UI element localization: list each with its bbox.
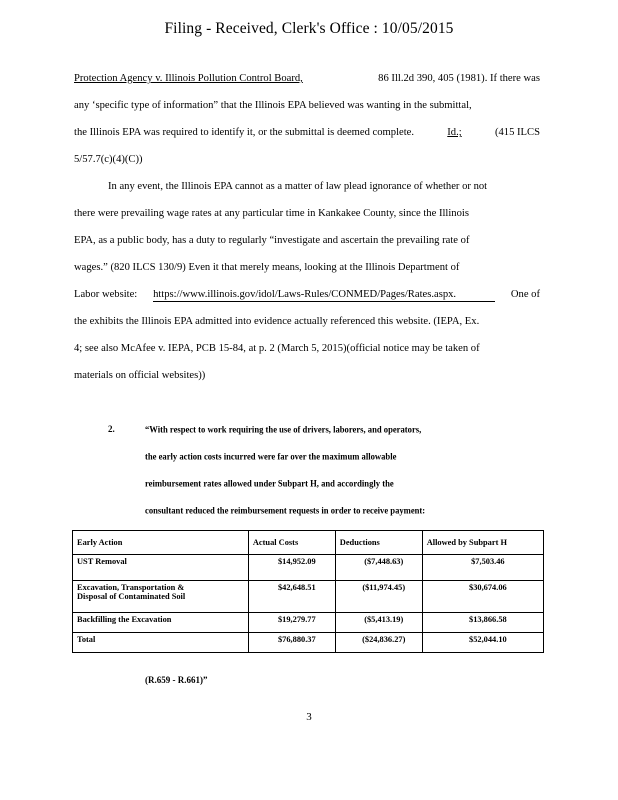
actual-cost-cell: $19,279.77 bbox=[248, 613, 335, 633]
col-header-actual-costs: Actual Costs bbox=[248, 531, 335, 555]
para1-line3 bbox=[74, 127, 540, 138]
para2-line4: wages.” (820 ILCS 130/9) Even it that merely means, looking at the Illinois Department of bbox=[74, 262, 460, 273]
row-label: Backfilling the Excavation bbox=[73, 613, 249, 633]
col-header-early-action: Early Action bbox=[73, 531, 249, 555]
allowed-cell: $52,044.10 bbox=[422, 633, 543, 653]
page-number: 3 bbox=[306, 711, 312, 723]
allowed-cell: $7,503.46 bbox=[422, 555, 543, 581]
para2-line7: 4; see also McAfee v. IEPA, PCB 15-84, at p. 2 (March 5, 2015)(official notice may be taken of bbox=[74, 343, 480, 354]
allowed-cell: $13,866.58 bbox=[422, 613, 543, 633]
row-label: UST Removal bbox=[73, 555, 249, 581]
table-row bbox=[73, 555, 544, 581]
idol-rates-link[interactable]: https://www.illinois.gov/idol/Laws-Rules/CONMED/Pages/Rates.aspx. bbox=[153, 289, 495, 302]
item-line4: consultant reduced the reimbursement requests in order to receive payment: bbox=[145, 504, 426, 516]
para1-line3-text: the Illinois EPA was required to identify it, or the submittal is deemed complete. bbox=[74, 127, 415, 138]
para2-line5 bbox=[74, 289, 540, 302]
case-citation-rest: 86 Ill.2d 390, 405 (1981). If there was bbox=[378, 73, 540, 84]
para2-line5-post: One of bbox=[510, 289, 540, 300]
deduction-cell: ($5,413.19) bbox=[335, 613, 422, 633]
id-citation: Id.; bbox=[447, 127, 462, 138]
actual-cost-cell: $76,880.37 bbox=[248, 633, 335, 653]
table-row bbox=[73, 613, 544, 633]
table-header-row bbox=[73, 531, 544, 555]
para2-line2: there were prevailing wage rates at any particular time in Kankakee County, since the Illinois bbox=[74, 208, 469, 219]
row-label: Total bbox=[73, 633, 249, 653]
row-label-line2: Disposal of Contaminated Soil bbox=[77, 592, 186, 601]
para2-line8: materials on official websites)) bbox=[74, 370, 206, 381]
labor-website-label: Labor website: bbox=[74, 289, 138, 300]
para1-line4: 5/57.7(c)(4)(C)) bbox=[74, 154, 143, 165]
filing-header: Filing - Received, Clerk's Office : 10/05/2015 bbox=[164, 20, 454, 37]
para1-line2: any ‘specific type of information” that the Illinois EPA believed was wanting in the submittal, bbox=[74, 100, 472, 111]
col-header-deductions: Deductions bbox=[335, 531, 422, 555]
para2-line6: the exhibits the Illinois EPA admitted into evidence actually referenced this website. (IEPA, Ex. bbox=[74, 316, 480, 327]
deduction-cell: ($7,448.63) bbox=[335, 555, 422, 581]
table-row bbox=[73, 581, 544, 613]
item-line3: reimbursement rates allowed under Subpart H, and accordingly the bbox=[145, 477, 394, 489]
deduction-cell: ($11,974.45) bbox=[335, 581, 422, 613]
para1-line1 bbox=[74, 73, 540, 84]
item-line1: “With respect to work requiring the use of drivers, laborers, and operators, bbox=[145, 423, 422, 435]
allowed-cell: $30,674.06 bbox=[422, 581, 543, 613]
para2-line1: In any event, the Illinois EPA cannot as a matter of law plead ignorance of whether or not bbox=[108, 181, 488, 192]
early-action-costs-table bbox=[72, 530, 544, 653]
para2-line3: EPA, as a public body, has a duty to regularly “investigate and ascertain the prevailing rate of bbox=[74, 235, 470, 246]
actual-cost-cell: $42,648.51 bbox=[248, 581, 335, 613]
case-citation: Protection Agency v. Illinois Pollution Control Board, bbox=[74, 73, 303, 84]
para1-line3-post: (415 ILCS bbox=[494, 127, 540, 138]
row-label bbox=[73, 581, 249, 613]
record-citation: (R.659 - R.661)” bbox=[145, 675, 208, 685]
table-row-total bbox=[73, 633, 544, 653]
row-label-line1: Excavation, Transportation & bbox=[77, 583, 185, 592]
item-line2: the early action costs incurred were far over the maximum allowable bbox=[145, 450, 397, 462]
deduction-cell: ($24,836.27) bbox=[335, 633, 422, 653]
item-number: 2. bbox=[108, 424, 115, 434]
col-header-allowed: Allowed by Subpart H bbox=[422, 531, 543, 555]
actual-cost-cell: $14,952.09 bbox=[248, 555, 335, 581]
